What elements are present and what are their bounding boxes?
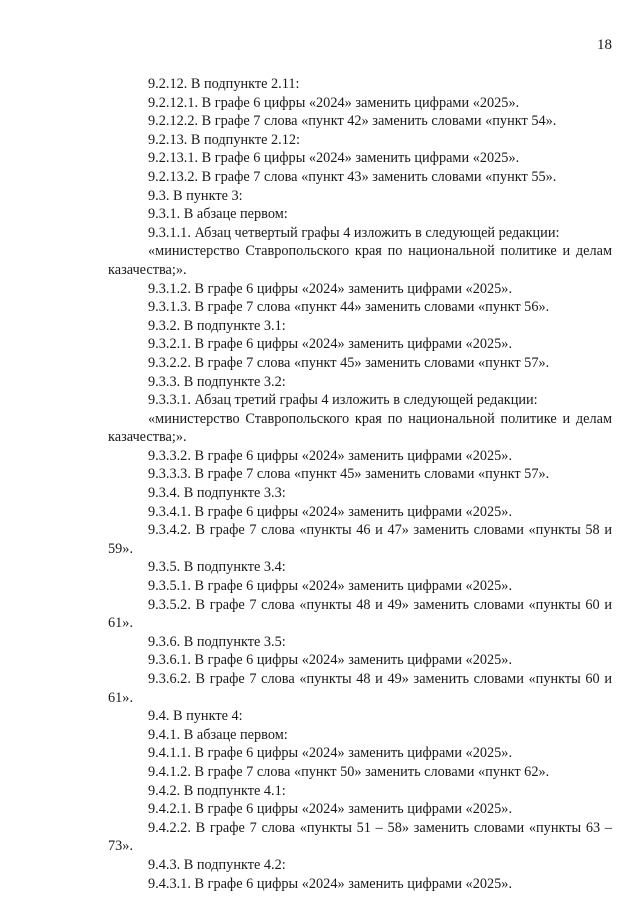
paragraph: 9.4.1. В абзаце первом: <box>148 726 288 743</box>
paragraph: 9.3.1.1. Абзац четвертый графы 4 изложить в следующей редакции: <box>148 224 560 241</box>
paragraph: 9.3.2.2. В графе 7 слова «пункт 45» заменить словами «пункт 57». <box>148 354 550 371</box>
paragraph: «министерство Ставропольского края по национальной политике и делам казачества;». <box>108 410 612 446</box>
paragraph: 9.4.1.1. В графе 6 цифры «2024» заменить цифрами «2025». <box>148 745 513 762</box>
paragraph: 9.3.2. В подпункте 3.1: <box>148 317 286 334</box>
page-number: 18 <box>597 37 612 53</box>
paragraph: 9.4.2. В подпункте 4.1: <box>148 782 286 799</box>
paragraph: 9.3.3.1. Абзац третий графы 4 изложить в следующей редакции: <box>148 392 538 409</box>
paragraph: 9.3.4. В подпункте 3.3: <box>148 485 286 502</box>
paragraph: 9.2.13.1. В графе 6 цифры «2024» заменить цифрами «2025». <box>148 150 520 167</box>
paragraph: 9.2.12.1. В графе 6 цифры «2024» заменить цифрами «2025». <box>148 94 520 111</box>
document-body <box>108 75 612 893</box>
paragraph: 9.2.13.2. В графе 7 слова «пункт 43» заменить словами «пункт 55». <box>148 168 557 185</box>
paragraph: 9.4.2.1. В графе 6 цифры «2024» заменить цифрами «2025». <box>148 801 513 818</box>
paragraph: 9.3.1. В абзаце первом: <box>148 206 288 223</box>
paragraph: 9.4. В пункте 4: <box>148 708 243 725</box>
paragraph: 9.3.3.3. В графе 7 слова «пункт 45» заменить словами «пункт 57». <box>148 466 550 483</box>
paragraph: 9.3.3.2. В графе 6 цифры «2024» заменить цифрами «2025». <box>148 447 513 464</box>
paragraph: 9.4.2.2. В графе 7 слова «пункты 51 – 58» заменить словами «пункты 63 – 73». <box>108 819 612 855</box>
paragraph: 9.3. В пункте 3: <box>148 187 243 204</box>
paragraph: 9.3.5.1. В графе 6 цифры «2024» заменить цифрами «2025». <box>148 578 513 595</box>
paragraph: 9.3.4.2. В графе 7 слова «пункты 46 и 47» заменить словами «пункты 58 и 59». <box>108 522 612 557</box>
paragraph: 9.2.12.2. В графе 7 слова «пункт 42» заменить словами «пункт 54». <box>148 113 557 130</box>
paragraph: 9.3.3. В подпункте 3.2: <box>148 373 286 390</box>
paragraph: 9.4.1.2. В графе 7 слова «пункт 50» заменить словами «пункт 62». <box>148 763 550 780</box>
paragraph: 9.4.3. В подпункте 4.2: <box>148 856 286 873</box>
paragraph: 9.3.6.1. В графе 6 цифры «2024» заменить цифрами «2025». <box>148 652 513 669</box>
paragraph: 9.4.3.1. В графе 6 цифры «2024» заменить цифрами «2025». <box>148 875 513 892</box>
paragraph: 9.3.1.3. В графе 7 слова «пункт 44» заменить словами «пункт 56». <box>148 299 550 316</box>
paragraph: 9.3.5. В подпункте 3.4: <box>148 559 286 576</box>
paragraph: 9.3.2.1. В графе 6 цифры «2024» заменить цифрами «2025». <box>148 336 513 353</box>
paragraph: 9.3.6.2. В графе 7 слова «пункты 48 и 49» заменить словами «пункты 60 и 61». <box>108 671 612 706</box>
paragraph: 9.2.12. В подпункте 2.11: <box>148 76 300 92</box>
paragraph: 9.3.4.1. В графе 6 цифры «2024» заменить цифрами «2025». <box>148 503 513 520</box>
paragraph: «министерство Ставропольского края по национальной политике и делам казачества;». <box>108 243 612 278</box>
paragraph: 9.3.1.2. В графе 6 цифры «2024» заменить цифрами «2025». <box>148 280 513 297</box>
paragraph: 9.3.5.2. В графе 7 слова «пункты 48 и 49» заменить словами «пункты 60 и 61». <box>108 596 612 632</box>
paragraph: 9.3.6. В подпункте 3.5: <box>148 633 286 650</box>
paragraph: 9.2.13. В подпункте 2.12: <box>148 131 301 148</box>
